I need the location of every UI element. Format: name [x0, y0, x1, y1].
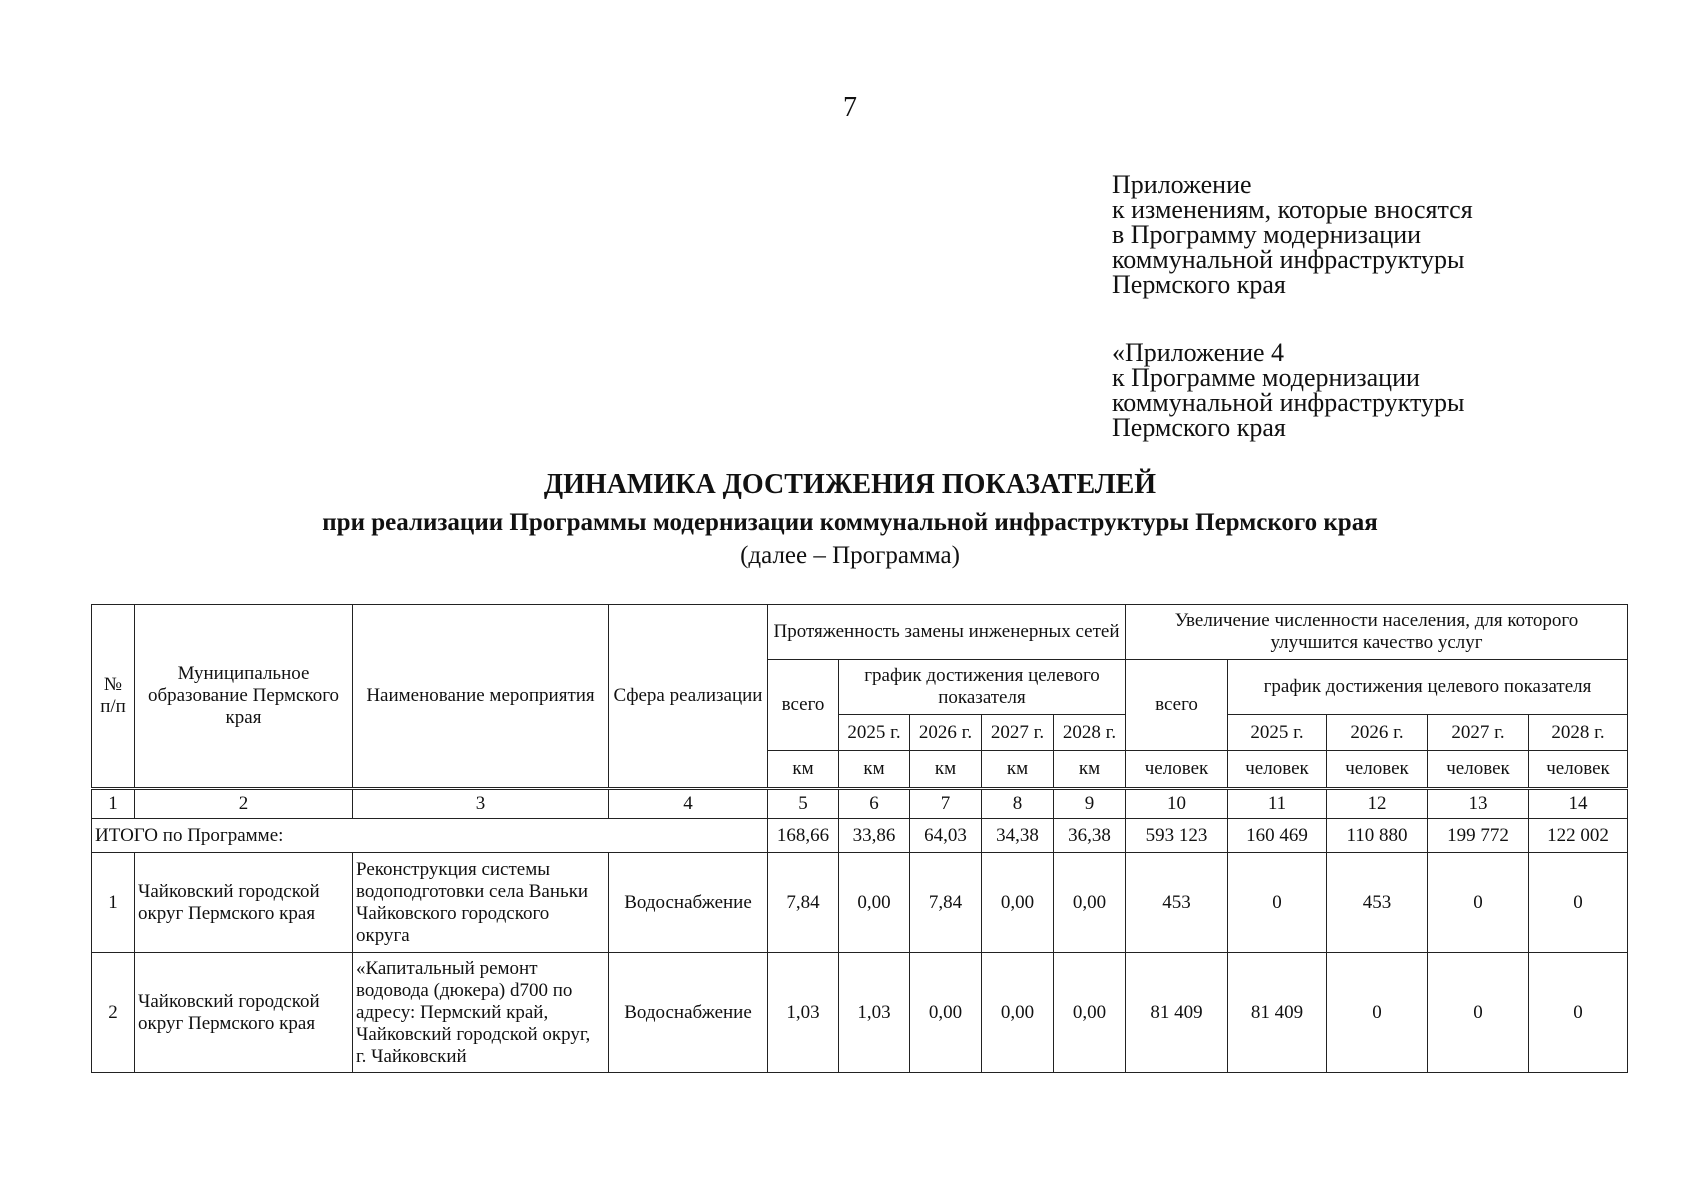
row-value: 81 409 — [1228, 953, 1327, 1073]
unit-label: человек — [1529, 751, 1628, 789]
title-main: ДИНАМИКА ДОСТИЖЕНИЯ ПОКАЗАТЕЛЕЙ — [543, 469, 1157, 500]
row-value: 453 — [1126, 853, 1228, 953]
unit-label: человек — [1428, 751, 1529, 789]
column-number: 14 — [1529, 789, 1628, 819]
total-value: 33,86 — [839, 819, 910, 853]
column-number: 10 — [1126, 789, 1228, 819]
page-number: 7 — [843, 92, 857, 123]
row-value: 7,84 — [910, 853, 982, 953]
appendix-line: коммунальной инфраструктуры — [1112, 245, 1465, 274]
column-number: 6 — [839, 789, 910, 819]
unit-label: человек — [1228, 751, 1327, 789]
header-year: 2026 г. — [1327, 715, 1428, 751]
unit-label: км — [910, 751, 982, 789]
unit-label: человек — [1126, 751, 1228, 789]
column-number: 11 — [1228, 789, 1327, 819]
total-value: 160 469 — [1228, 819, 1327, 853]
header-group-networks: Протяженность замены инженерных сетей — [768, 605, 1126, 660]
column-number-row — [92, 789, 1628, 819]
row-value: 0 — [1529, 853, 1628, 953]
header-year: 2025 г. — [839, 715, 910, 751]
appendix-line: Приложение — [1112, 170, 1252, 199]
title-note: (далее – Программа) — [740, 542, 960, 569]
row-municipality: Чайковский городской округ Пермского края — [135, 953, 353, 1073]
row-value: 0,00 — [982, 953, 1054, 1073]
header-population-total: всего — [1126, 660, 1228, 751]
appendix-line: в Программу модернизации — [1112, 220, 1422, 249]
row-value: 453 — [1327, 853, 1428, 953]
column-number: 12 — [1327, 789, 1428, 819]
header-networks-total: всего — [768, 660, 839, 751]
row-value: 81 409 — [1126, 953, 1228, 1073]
column-number: 9 — [1054, 789, 1126, 819]
row-value: 0,00 — [839, 853, 910, 953]
column-number: 4 — [609, 789, 768, 819]
row-value: 1,03 — [768, 953, 839, 1073]
appendix-4-reference — [1112, 340, 1464, 440]
row-value: 0,00 — [1054, 853, 1126, 953]
column-number: 1 — [92, 789, 135, 819]
total-row-label: ИТОГО по Программе: — [92, 819, 768, 853]
header-row-groups — [92, 605, 1628, 660]
row-value: 0 — [1327, 953, 1428, 1073]
appendix-line: Пермского края — [1112, 270, 1286, 299]
title-subtitle: при реализации Программы модернизации коммунальной инфраструктуры Пермского края — [322, 509, 1378, 536]
total-value: 34,38 — [982, 819, 1054, 853]
header-year: 2027 г. — [1428, 715, 1529, 751]
row-event: Реконструкция системы водоподготовки села Ваньки Чайковского городского округа — [353, 853, 609, 953]
header-year: 2026 г. — [910, 715, 982, 751]
column-number: 2 — [135, 789, 353, 819]
row-value: 0 — [1529, 953, 1628, 1073]
header-col-event: Наименование мероприятия — [353, 605, 609, 789]
row-value: 0,00 — [982, 853, 1054, 953]
total-value: 199 772 — [1428, 819, 1529, 853]
table-row — [92, 953, 1628, 1073]
unit-label: км — [839, 751, 910, 789]
unit-label: км — [1054, 751, 1126, 789]
unit-label: км — [768, 751, 839, 789]
row-value: 0,00 — [910, 953, 982, 1073]
column-number: 8 — [982, 789, 1054, 819]
column-number: 7 — [910, 789, 982, 819]
total-value: 168,66 — [768, 819, 839, 853]
table-row — [92, 853, 1628, 953]
header-group-population: Увеличение численности населения, для которого улучшится качество услуг — [1126, 605, 1628, 660]
appendix-line: к изменениям, которые вносятся — [1112, 195, 1473, 224]
indicators-table — [91, 604, 1628, 1073]
appendix-line: коммунальной инфраструктуры — [1112, 388, 1465, 417]
row-value: 0 — [1428, 853, 1529, 953]
header-col-municipality: Муниципальное образование Пермского края — [135, 605, 353, 789]
row-value: 0,00 — [1054, 953, 1126, 1073]
unit-label: км — [982, 751, 1054, 789]
unit-label: человек — [1327, 751, 1428, 789]
total-value: 110 880 — [1327, 819, 1428, 853]
total-value: 64,03 — [910, 819, 982, 853]
header-networks-schedule: график достижения целевого показателя — [839, 660, 1126, 715]
header-year: 2025 г. — [1228, 715, 1327, 751]
column-number: 5 — [768, 789, 839, 819]
row-number: 1 — [92, 853, 135, 953]
row-sphere: Водоснабжение — [609, 953, 768, 1073]
total-value: 122 002 — [1529, 819, 1628, 853]
appendix-reference — [1112, 172, 1473, 297]
header-year: 2028 г. — [1529, 715, 1628, 751]
row-value: 7,84 — [768, 853, 839, 953]
column-number: 13 — [1428, 789, 1529, 819]
appendix-line: Пермского края — [1112, 413, 1286, 442]
header-year: 2028 г. — [1054, 715, 1126, 751]
row-value: 1,03 — [839, 953, 910, 1073]
row-municipality: Чайковский городской округ Пермского края — [135, 853, 353, 953]
row-event: «Капитальный ремонт водовода (дюкера) d700 по адресу: Пермский край, Чайковский городской округ, г. Чайковский — [353, 953, 609, 1073]
header-col-num: № п/п — [92, 605, 135, 789]
total-value: 593 123 — [1126, 819, 1228, 853]
total-row — [92, 819, 1628, 853]
header-population-schedule: график достижения целевого показателя — [1228, 660, 1628, 715]
row-number: 2 — [92, 953, 135, 1073]
header-col-sphere: Сфера реализации — [609, 605, 768, 789]
appendix-line: «Приложение 4 — [1112, 338, 1285, 367]
total-value: 36,38 — [1054, 819, 1126, 853]
appendix-line: к Программе модернизации — [1112, 363, 1420, 392]
row-value: 0 — [1428, 953, 1529, 1073]
row-value: 0 — [1228, 853, 1327, 953]
row-sphere: Водоснабжение — [609, 853, 768, 953]
document-title — [0, 468, 1700, 570]
header-year: 2027 г. — [982, 715, 1054, 751]
column-number: 3 — [353, 789, 609, 819]
